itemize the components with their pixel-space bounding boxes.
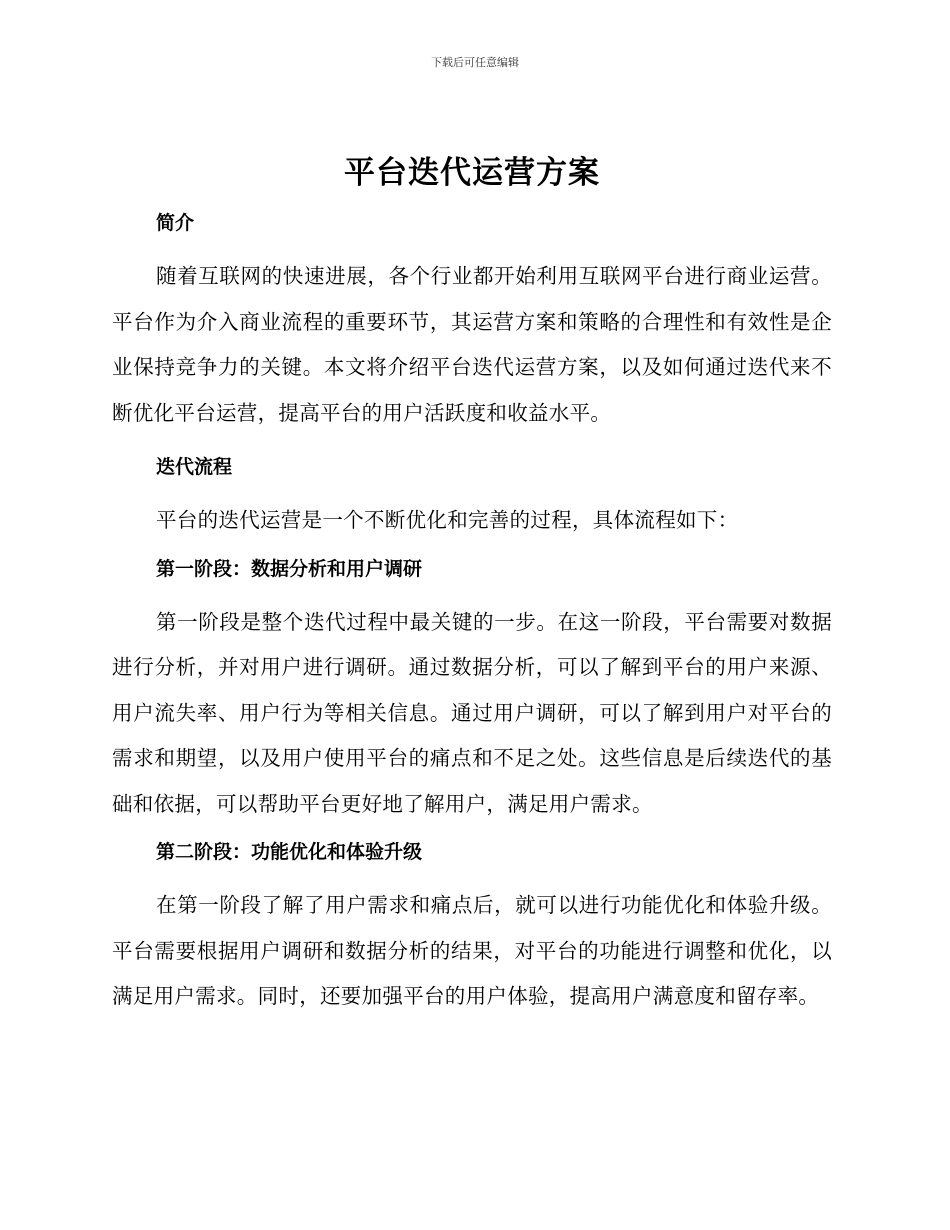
header-note: 下载后可任意编辑 (431, 56, 519, 69)
section-heading-process: 迭代流程 (156, 456, 233, 478)
paragraph-stage2: 在第一阶段了解了用户需求和痛点后，就可以进行功能优化和体验升级。平台需要根据用户调研和数据分析的结果，对平台的功能进行调整和优化，以满足用户需求。同时，还要加强平台的用户体验，提高用户满意度和留存率。 (112, 893, 832, 1008)
document-title: 平台迭代运营方案 (344, 155, 600, 191)
paragraph-process: 平台的迭代运营是一个不断优化和完善的过程，具体流程如下： (156, 508, 739, 532)
paragraph-intro: 随着互联网的快速进展，各个行业都开始利用互联网平台进行商业运营。平台作为介入商业流程的重要环节，其运营方案和策略的合理性和有效性是企业保持竞争力的关键。本文将介绍平台迭代运营方案，以及如何通过迭代来不断优化平台运营，提高平台的用户活跃度和收益水平。 (112, 264, 832, 425)
section-heading-intro: 简介 (156, 212, 195, 234)
section-heading-stage1: 第一阶段：数据分析和用户调研 (156, 557, 423, 580)
section-heading-stage2: 第二阶段：功能优化和体验升级 (156, 841, 423, 863)
paragraph-stage1: 第一阶段是整个迭代过程中最关键的一步。在这一阶段，平台需要对数据进行分析，并对用户进行调研。通过数据分析，可以了解到平台的用户来源、用户流失率、用户行为等相关信息。通过用户调研，可以了解到用户对平台的需求和期望，以及用户使用平台的痛点和不足之处。这些信息是后续迭代的基础和依据，可以帮助平台更好地了解用户，满足用户需求。 (112, 609, 832, 816)
document-body (112, 150, 832, 1020)
